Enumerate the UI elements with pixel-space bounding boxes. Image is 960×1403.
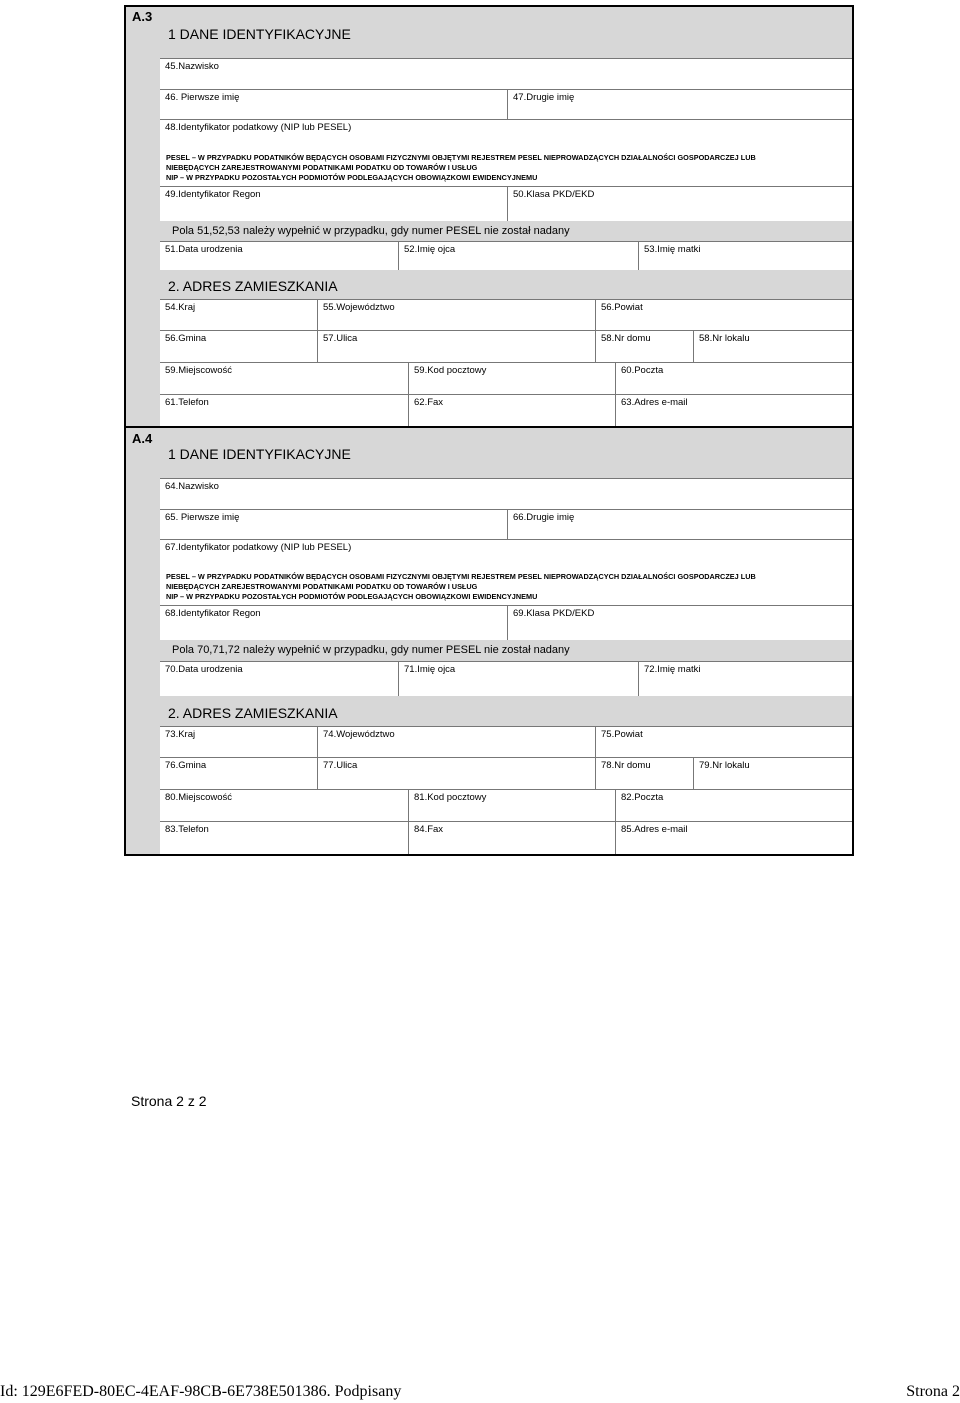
field-label: 62.Fax <box>414 397 444 408</box>
field-imie-matki[interactable] <box>638 662 852 696</box>
address-header-text: 2. ADRES ZAMIESZKANIA <box>168 705 338 721</box>
field-gmina[interactable] <box>160 758 317 789</box>
row-kraj <box>160 726 852 757</box>
field-label: 58.Nr domu <box>601 333 651 344</box>
note-line-2: NIEBĘDĄCYCH ZAREJESTROWANYMI PODATNIKAMI PODATKU OD TOWARÓW I USŁUG <box>166 582 478 591</box>
field-identyfikator[interactable] <box>160 120 852 186</box>
field-label: 51.Data urodzenia <box>165 244 243 255</box>
field-pierwsze-imie[interactable] <box>160 90 507 119</box>
field-kraj[interactable] <box>160 727 317 757</box>
field-identyfikator[interactable] <box>160 540 852 605</box>
field-fax[interactable] <box>408 822 615 854</box>
field-label: 72.Imię matki <box>644 664 701 675</box>
row-pesel-brak <box>160 661 852 696</box>
field-label: 74.Województwo <box>323 729 395 740</box>
field-miejscowosc[interactable] <box>160 363 408 394</box>
field-label: 49.Identyfikator Regon <box>165 189 261 200</box>
field-data-urodzenia[interactable] <box>160 662 398 696</box>
field-label: 67.Identyfikator podatkowy (NIP lub PESEL) <box>165 542 352 553</box>
field-label: 56.Gmina <box>165 333 207 344</box>
row-gmina <box>160 757 852 789</box>
field-label: 71.Imię ojca <box>404 664 456 675</box>
field-label: 58.Nr lokalu <box>699 333 750 344</box>
field-label: 55.Województwo <box>323 302 395 313</box>
field-label: 59.Kod pocztowy <box>414 365 487 376</box>
section-label: A.3 <box>132 9 153 24</box>
row-imiona <box>160 509 852 539</box>
field-data-urodzenia[interactable] <box>160 242 398 270</box>
row-identyfikator <box>160 539 852 605</box>
field-imie-ojca[interactable] <box>398 242 638 270</box>
field-kraj[interactable] <box>160 300 317 330</box>
field-label: 47.Drugie imię <box>513 92 575 103</box>
field-miejscowosc[interactable] <box>160 790 408 821</box>
field-powiat[interactable] <box>595 727 852 757</box>
field-imie-ojca[interactable] <box>398 662 638 696</box>
field-label: 63.Adres e-mail <box>621 397 688 408</box>
field-nr-domu[interactable] <box>595 331 693 362</box>
field-label: 68.Identyfikator Regon <box>165 608 261 619</box>
field-label: 85.Adres e-mail <box>621 824 688 835</box>
note-line-2: NIEBĘDĄCYCH ZAREJESTROWANYMI PODATNIKAMI PODATKU OD TOWARÓW I USŁUG <box>166 163 478 172</box>
field-label: 70.Data urodzenia <box>165 664 243 675</box>
field-label: 48.Identyfikator podatkowy (NIP lub PESEL) <box>165 122 352 133</box>
field-label: 53.Imię matki <box>644 244 701 255</box>
field-label: 69.Klasa PKD/EKD <box>513 608 595 619</box>
note-line-1: PESEL – W PRZYPADKU PODATNIKÓW BĘDĄCYCH OSOBAMI FIZYCZNYMI OBJĘTYMI REJESTREM PESEL NIEPROWADZĄCYCH DZIAŁALNOŚCI GOSPODARCZEJ LUB <box>166 572 756 581</box>
address-header <box>160 270 852 299</box>
field-label: 76.Gmina <box>165 760 207 771</box>
field-label: 45.Nazwisko <box>165 61 219 72</box>
form-page <box>124 5 854 856</box>
pola-note <box>160 221 852 241</box>
address-header <box>160 696 852 726</box>
field-nr-domu[interactable] <box>595 758 693 789</box>
field-wojewodztwo[interactable] <box>317 300 595 330</box>
field-label: 64.Nazwisko <box>165 481 219 492</box>
field-label: 83.Telefon <box>165 824 209 835</box>
field-label: 56.Powiat <box>601 302 643 313</box>
field-poczta[interactable] <box>615 363 852 394</box>
field-label: 54.Kraj <box>165 302 196 313</box>
field-label: 59.Miejscowość <box>165 365 233 376</box>
ident-header-text: 1 DANE IDENTYFIKACYJNE <box>168 446 351 462</box>
field-nazwisko[interactable] <box>160 59 852 89</box>
row-regon <box>160 605 852 640</box>
field-powiat[interactable] <box>595 300 852 330</box>
field-telefon[interactable] <box>160 395 408 426</box>
field-drugie-imie[interactable] <box>507 90 852 119</box>
row-pesel-brak <box>160 241 852 270</box>
ident-header <box>160 428 852 478</box>
field-poczta[interactable] <box>615 790 852 821</box>
field-label: 84.Fax <box>414 824 444 835</box>
field-label: 65. Pierwsze imię <box>165 512 240 523</box>
section-label: A.4 <box>132 431 153 446</box>
field-pkd[interactable] <box>507 187 852 221</box>
field-label: 61.Telefon <box>165 397 209 408</box>
row-kraj <box>160 299 852 330</box>
document-id: Id: 129E6FED-80EC-4EAF-98CB-6E738E501386. Podpisany <box>0 1383 402 1400</box>
row-telefon <box>160 821 852 854</box>
row-miejscowosc <box>160 789 852 821</box>
row-nazwisko <box>160 478 852 509</box>
note-line-3: NIP – W PRZYPADKU POZOSTAŁYCH PODMIOTÓW PODLEGAJĄCYCH OBOWIĄZKOWI EWIDENCYJNEMU <box>166 592 538 601</box>
field-label: 77.Ulica <box>323 760 358 771</box>
ident-header <box>160 7 852 58</box>
field-email[interactable] <box>615 822 852 854</box>
row-gmina <box>160 330 852 362</box>
field-nr-lokalu[interactable] <box>693 331 852 362</box>
field-regon[interactable] <box>160 187 507 221</box>
field-regon[interactable] <box>160 606 507 640</box>
page-label: Strona 2 <box>906 1383 960 1400</box>
field-label: 73.Kraj <box>165 729 196 740</box>
field-ulica[interactable] <box>317 758 595 789</box>
field-label: 46. Pierwsze imię <box>165 92 240 103</box>
row-telefon <box>160 394 852 426</box>
page-number: Strona 2 z 2 <box>131 1093 207 1109</box>
field-label: 52.Imię ojca <box>404 244 456 255</box>
field-nazwisko[interactable] <box>160 479 852 509</box>
field-label: 80.Miejscowość <box>165 792 233 803</box>
address-header-text: 2. ADRES ZAMIESZKANIA <box>168 278 338 294</box>
pola-note-text: Pola 70,71,72 należy wypełnić w przypadku, gdy numer PESEL nie został nadany <box>172 644 570 656</box>
row-identyfikator <box>160 119 852 186</box>
row-regon <box>160 186 852 221</box>
field-wojewodztwo[interactable] <box>317 727 595 757</box>
field-pierwsze-imie[interactable] <box>160 510 507 539</box>
ident-header-text: 1 DANE IDENTYFIKACYJNE <box>168 26 351 42</box>
pola-note-text: Pola 51,52,53 należy wypełnić w przypadku, gdy numer PESEL nie został nadany <box>172 225 570 237</box>
pola-note <box>160 640 852 661</box>
row-imiona <box>160 89 852 119</box>
row-miejscowosc <box>160 362 852 394</box>
field-label: 66.Drugie imię <box>513 512 575 523</box>
field-email[interactable] <box>615 395 852 426</box>
field-label: 81.Kod pocztowy <box>414 792 487 803</box>
field-label: 50.Klasa PKD/EKD <box>513 189 595 200</box>
field-label: 57.Ulica <box>323 333 358 344</box>
note-line-3: NIP – W PRZYPADKU POZOSTAŁYCH PODMIOTÓW PODLEGAJĄCYCH OBOWIĄZKOWI EWIDENCYJNEMU <box>166 173 538 182</box>
field-label: 79.Nr lokalu <box>699 760 750 771</box>
note-line-1: PESEL – W PRZYPADKU PODATNIKÓW BĘDĄCYCH OSOBAMI FIZYCZNYMI OBJĘTYMI REJESTREM PESEL NIEPROWADZĄCYCH DZIAŁALNOŚCI GOSPODARCZEJ LUB <box>166 153 756 162</box>
field-kod-pocztowy[interactable] <box>408 790 615 821</box>
field-drugie-imie[interactable] <box>507 510 852 539</box>
field-fax[interactable] <box>408 395 615 426</box>
field-gmina[interactable] <box>160 331 317 362</box>
field-label: 75.Powiat <box>601 729 643 740</box>
field-ulica[interactable] <box>317 331 595 362</box>
field-telefon[interactable] <box>160 822 408 854</box>
field-label: 78.Nr domu <box>601 760 651 771</box>
field-label: 82.Poczta <box>621 792 664 803</box>
field-imie-matki[interactable] <box>638 242 852 270</box>
field-nr-lokalu[interactable] <box>693 758 852 789</box>
row-nazwisko <box>160 58 852 89</box>
field-kod-pocztowy[interactable] <box>408 363 615 394</box>
field-label: 60.Poczta <box>621 365 664 376</box>
field-pkd[interactable] <box>507 606 852 640</box>
